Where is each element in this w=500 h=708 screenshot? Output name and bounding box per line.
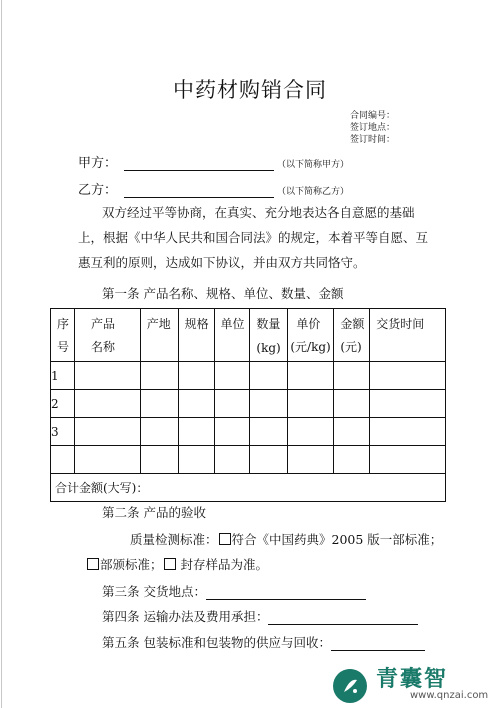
row-number: 1 xyxy=(51,362,75,390)
intro-line-1: 双方经过平等协商，在真实、充分地表达各自意愿的基础 xyxy=(102,205,415,220)
ministry-standard-option: 部颁标准； xyxy=(100,557,163,572)
clause-3-label: 第三条 交货地点： xyxy=(102,584,206,599)
page-title: 中药材购销合同 xyxy=(173,78,327,102)
table-row xyxy=(51,362,446,390)
quality-prefix: 质量检测标准： xyxy=(130,532,218,547)
header-amount: 金额 (元) xyxy=(334,309,370,362)
sign-place-label: 签订地点： xyxy=(350,123,396,133)
header-product-name: 产品 名称 xyxy=(74,309,140,362)
table-cell[interactable] xyxy=(74,418,140,446)
party-a-line xyxy=(78,152,349,171)
total-amount-cell[interactable]: 合计金额(大写)： xyxy=(51,474,446,502)
table-cell[interactable] xyxy=(334,390,370,418)
header-quantity: 数量 (kg) xyxy=(250,309,288,362)
header-spec: 规格 xyxy=(178,309,214,362)
table-cell[interactable] xyxy=(214,362,250,390)
sealed-sample-checkbox[interactable] xyxy=(164,558,176,570)
page-edge xyxy=(1,0,2,708)
clause-4-line xyxy=(102,607,418,625)
party-b-note: （以下简称乙方） xyxy=(277,187,350,197)
table-cell[interactable] xyxy=(140,362,178,390)
table-cell[interactable] xyxy=(74,390,140,418)
header-unit: 单位 xyxy=(214,309,250,362)
brand-url: www.qnzai.com xyxy=(410,690,489,701)
table-cell[interactable] xyxy=(140,446,178,474)
party-b-label: 乙方： xyxy=(78,183,118,198)
table-cell[interactable] xyxy=(370,418,446,446)
table-row xyxy=(51,418,446,446)
table-cell[interactable] xyxy=(370,446,446,474)
sealed-sample-option: 封存样品为准。 xyxy=(180,557,269,572)
table-cell[interactable] xyxy=(74,446,140,474)
brand-watermark xyxy=(330,660,500,708)
party-b-line xyxy=(78,179,349,198)
row-number: 3 xyxy=(51,418,75,446)
header-unit-price: 单价 (元/kg) xyxy=(288,309,334,362)
herb-pouch-icon xyxy=(330,664,370,704)
table-cell[interactable] xyxy=(140,390,178,418)
table-cell[interactable] xyxy=(178,418,214,446)
delivery-place-field[interactable] xyxy=(206,586,366,600)
sign-time-label: 签订时间： xyxy=(350,135,396,145)
header-origin: 产地 xyxy=(140,309,178,362)
intro-line-2: 上，根据《中华人民共和国合同法》的规定，本着平等自愿、互 xyxy=(78,230,429,245)
clause-5-label: 第五条 包装标准和包装物的供应与回收： xyxy=(102,635,331,650)
party-a-note: （以下简称甲方） xyxy=(277,160,350,170)
table-cell[interactable] xyxy=(288,418,334,446)
intro-line-3: 惠互利的原则，达成如下协议，并由双方共同恪守。 xyxy=(78,255,366,270)
table-total-row xyxy=(51,474,446,502)
transport-field[interactable] xyxy=(268,611,418,625)
clause-2-heading: 第二条 产品的验收 xyxy=(102,505,206,520)
contract-number-label: 合同编号： xyxy=(350,111,396,121)
product-table xyxy=(50,308,446,502)
table-row xyxy=(51,390,446,418)
table-cell[interactable] xyxy=(334,362,370,390)
table-cell[interactable] xyxy=(370,362,446,390)
table-cell[interactable] xyxy=(214,390,250,418)
table-cell[interactable] xyxy=(334,418,370,446)
party-b-field[interactable] xyxy=(124,183,274,198)
pharmacopoeia-option: 符合《中国药典》2005 版一部标准； xyxy=(231,532,443,547)
table-row xyxy=(51,446,446,474)
table-cell[interactable] xyxy=(334,446,370,474)
table-cell[interactable] xyxy=(140,418,178,446)
party-a-field[interactable] xyxy=(124,156,274,171)
table-cell[interactable] xyxy=(178,390,214,418)
quality-standard-line-2 xyxy=(86,555,268,573)
table-cell[interactable] xyxy=(250,418,288,446)
clause-1-heading: 第一条 产品名称、规格、单位、数量、金额 xyxy=(102,286,344,301)
clause-5-line xyxy=(102,633,425,651)
table-cell[interactable] xyxy=(288,446,334,474)
table-cell[interactable] xyxy=(74,362,140,390)
table-cell[interactable] xyxy=(370,390,446,418)
quality-standard-line xyxy=(130,530,442,548)
table-cell[interactable] xyxy=(214,446,250,474)
table-cell[interactable] xyxy=(250,390,288,418)
table-cell[interactable] xyxy=(214,418,250,446)
header-delivery-time: 交货时间 xyxy=(370,309,446,362)
row-number: 2 xyxy=(51,390,75,418)
table-cell[interactable] xyxy=(288,362,334,390)
table-cell[interactable] xyxy=(178,446,214,474)
intro-paragraph xyxy=(78,200,438,275)
clause-4-label: 第四条 运输办法及费用承担： xyxy=(102,609,269,624)
pharmacopoeia-checkbox[interactable] xyxy=(219,533,231,545)
header-no: 序 号 xyxy=(51,309,75,362)
ministry-standard-checkbox[interactable] xyxy=(87,558,99,570)
row-number xyxy=(51,446,75,474)
table-cell[interactable] xyxy=(250,446,288,474)
brand-name: 青囊智 xyxy=(376,667,449,692)
table-cell[interactable] xyxy=(288,390,334,418)
table-cell[interactable] xyxy=(178,362,214,390)
table-header-row xyxy=(51,309,446,362)
table-cell[interactable] xyxy=(250,362,288,390)
packaging-field[interactable] xyxy=(331,637,425,651)
party-a-label: 甲方： xyxy=(78,156,118,171)
clause-3-line xyxy=(102,582,366,600)
